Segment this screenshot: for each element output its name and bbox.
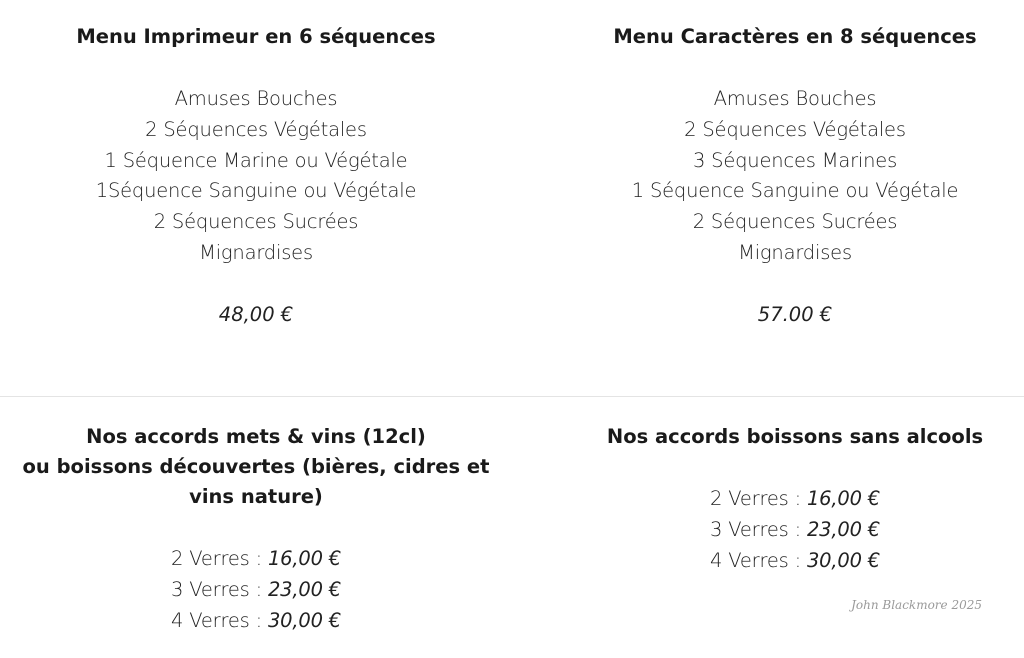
signature: John Blackmore 2025 [851, 598, 982, 612]
option-label: 2 Verres : [710, 487, 807, 510]
menu-imprimeur-section [0, 22, 512, 330]
menu-caracteres-price: 57.00 € [757, 302, 833, 326]
option-price: 23,00 € [806, 517, 880, 541]
menu-item: 2 Séquences Sucrées [153, 210, 359, 234]
menu-item: Mignardises [738, 240, 852, 264]
menu-item: 3 Séquences Marines [692, 148, 898, 172]
option-price: 16,00 € [806, 487, 880, 510]
accords-vins-title [0, 422, 512, 512]
menu-caracteres-section [536, 22, 1024, 330]
accords-sans-alcool-section [536, 422, 1024, 576]
option-label: 4 Verres : [710, 548, 807, 572]
menu-item: 1Séquence Sanguine ou Végétale [95, 179, 417, 203]
menu-item: 1 Séquence Sanguine ou Végétale [631, 179, 959, 203]
accords-vins-title-line2: ou boissons découvertes (bières, cidres et vins nature) [22, 455, 490, 508]
option-price: 30,00 € [806, 548, 880, 572]
menu-item: Amuses Bouches [174, 87, 338, 110]
menu-item: 2 Séquences Végétales [145, 117, 367, 141]
option-price: 23,00 € [267, 577, 341, 601]
accords-sans-alcool-options [536, 484, 1024, 576]
section-divider [0, 396, 1024, 397]
option-row [536, 546, 1024, 577]
accords-vins-options [0, 544, 512, 636]
option-row [536, 515, 1024, 546]
option-label: 3 Verres : [710, 517, 807, 541]
option-row [0, 544, 512, 575]
option-row [0, 575, 512, 606]
option-price: 16,00 € [267, 547, 341, 570]
menu-item: 2 Séquences Végétales [684, 117, 906, 141]
option-label: 2 Verres : [171, 547, 268, 570]
menu-caracteres-items [536, 84, 1024, 269]
option-label: 3 Verres : [171, 577, 268, 601]
menu-imprimeur-price: 48,00 € [218, 302, 294, 326]
option-label: 4 Verres : [171, 608, 268, 632]
menu-item: 1 Séquence Marine ou Végétale [104, 148, 408, 172]
menu-imprimeur-items [0, 84, 512, 269]
accords-vins-title-line1: Nos accords mets & vins (12cl) [86, 425, 426, 448]
accords-sans-alcool-title: Nos accords boissons sans alcools [606, 425, 984, 448]
option-row [536, 484, 1024, 515]
menu-item: Amuses Bouches [713, 87, 877, 110]
accords-vins-section [0, 422, 512, 636]
menu-item: Mignardises [199, 240, 313, 264]
menu-item: 2 Séquences Sucrées [692, 210, 898, 234]
menu-caracteres-title: Menu Caractères en 8 séquences [613, 25, 977, 48]
option-price: 30,00 € [267, 608, 341, 632]
menu-imprimeur-title: Menu Imprimeur en 6 séquences [76, 25, 436, 48]
option-row [0, 606, 512, 637]
